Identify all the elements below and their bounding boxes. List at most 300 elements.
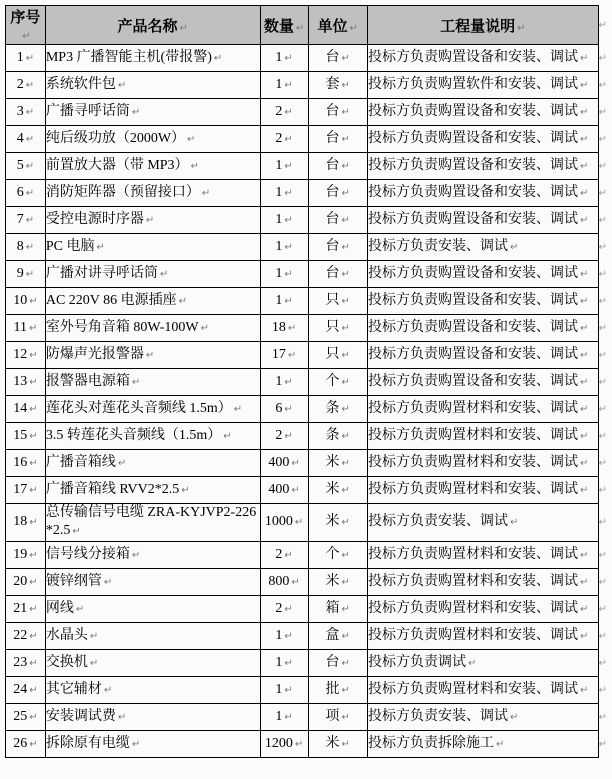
cell-quantity-text: 1 [275, 49, 283, 65]
cell-description [367, 504, 598, 542]
paragraph-mark-icon: ↵ [284, 603, 293, 615]
table-body [6, 45, 608, 758]
cell-quantity-text: 1 [275, 76, 283, 92]
cell-quantity-text: 2 [275, 600, 283, 616]
paragraph-mark-icon: ↵ [341, 684, 350, 696]
cell-unit [308, 677, 367, 704]
row-end-mark-icon: ↵ [598, 484, 607, 496]
row-end-mark [598, 704, 607, 731]
cell-serial-text: 20 [13, 573, 28, 589]
cell-product-name [45, 342, 260, 369]
cell-product-name [45, 677, 260, 704]
cell-product-name [45, 650, 260, 677]
paragraph-mark-icon: ↵ [341, 457, 350, 469]
paragraph-mark-icon: ↵ [509, 517, 519, 528]
paragraph-mark-icon: ↵ [131, 106, 141, 118]
cell-quantity-text: 18 [271, 319, 286, 335]
paragraph-mark-icon: ↵ [29, 349, 38, 361]
cell-product-name-text: 报警器电源箱 [45, 373, 130, 389]
row-end-mark-icon: ↵ [598, 52, 607, 64]
cell-serial-text: 4 [16, 130, 24, 146]
paragraph-mark-icon: ↵ [145, 349, 155, 361]
cell-product-name [45, 423, 260, 450]
cell-serial-text: 15 [13, 427, 28, 443]
paragraph-mark-icon: ↵ [25, 214, 35, 226]
paragraph-mark-icon: ↵ [341, 484, 350, 496]
header-product-name-label: 产品名称 [117, 18, 178, 35]
cell-description-text: 投标方负责购置材料和安装、调试 [367, 454, 578, 470]
paragraph-mark-icon: ↵ [29, 711, 38, 723]
row-end-mark-icon: ↵ [598, 106, 607, 118]
paragraph-mark-icon: ↵ [284, 187, 293, 199]
row-end-mark-icon: ↵ [598, 295, 607, 307]
cell-description [367, 342, 598, 369]
row-end-mark-icon: ↵ [598, 603, 607, 615]
cell-description-text: 投标方负责购置软件和安装、调试 [367, 76, 578, 92]
cell-serial-text: 19 [13, 546, 28, 562]
cell-quantity-text: 2 [275, 427, 283, 443]
cell-serial [6, 396, 46, 423]
cell-description [367, 704, 598, 731]
table-row [6, 423, 608, 450]
cell-unit [308, 650, 367, 677]
cell-serial [6, 731, 46, 758]
cell-quantity [260, 623, 308, 650]
paragraph-mark-icon: ↵ [349, 22, 358, 34]
cell-description [367, 234, 598, 261]
row-end-mark [598, 731, 607, 758]
cell-product-name [45, 596, 260, 623]
paragraph-mark-icon: ↵ [28, 322, 38, 334]
paragraph-mark-icon: ↵ [178, 295, 188, 307]
cell-unit [308, 596, 367, 623]
paragraph-mark-icon: ↵ [223, 430, 232, 442]
paragraph-mark-icon: ↵ [341, 52, 350, 64]
cell-quantity [260, 126, 308, 153]
row-end-mark [598, 369, 607, 396]
cell-serial-text: 9 [16, 265, 24, 281]
row-end-mark [598, 315, 607, 342]
paragraph-mark-icon: ↵ [89, 657, 99, 669]
cell-quantity-text: 1000 [264, 514, 293, 529]
cell-product-name [45, 261, 260, 288]
cell-serial-text: 24 [13, 681, 28, 697]
cell-serial-text: 7 [16, 211, 24, 227]
cell-serial [6, 542, 46, 569]
paragraph-mark-icon: ↵ [200, 322, 210, 334]
paragraph-mark-icon: ↵ [579, 295, 589, 307]
cell-serial [6, 234, 46, 261]
cell-unit-text: 只 [325, 292, 340, 308]
row-end-mark [598, 126, 607, 153]
cell-quantity [260, 569, 308, 596]
cell-quantity [260, 288, 308, 315]
cell-description-text: 投标方负责购置设备和安装、调试 [367, 319, 578, 335]
cell-serial-text: 1 [16, 49, 24, 65]
cell-quantity-text: 1 [275, 654, 283, 670]
cell-quantity [260, 423, 308, 450]
table-row [6, 677, 608, 704]
cell-unit-text: 米 [325, 514, 340, 529]
cell-unit-text: 台 [325, 238, 340, 254]
paragraph-mark-icon: ↵ [89, 630, 99, 642]
row-end-mark [598, 569, 607, 596]
paragraph-mark-icon: ↵ [22, 31, 31, 42]
paragraph-mark-icon: ↵ [284, 657, 293, 669]
row-end-mark-icon: ↵ [598, 403, 607, 415]
cell-product-name-text: 广播寻呼话筒 [45, 103, 130, 119]
paragraph-mark-icon: ↵ [341, 403, 350, 415]
row-end-mark-icon: ↵ [598, 430, 607, 442]
cell-product-name-text: 总传输信号电缆 ZRA-KYJVP2-226*2.5 [45, 505, 257, 538]
cell-unit [308, 542, 367, 569]
cell-description [367, 288, 598, 315]
paragraph-mark-icon: ↵ [284, 214, 293, 226]
cell-product-name [45, 477, 260, 504]
cell-serial-text: 26 [13, 735, 28, 751]
row-end-mark-icon: ↵ [598, 133, 607, 145]
cell-unit [308, 234, 367, 261]
cell-unit-text: 项 [325, 708, 340, 724]
cell-description [367, 45, 598, 72]
row-end-mark [598, 207, 607, 234]
cell-product-name-text: 室外号角音箱 80W-100W [45, 319, 199, 335]
paragraph-mark-icon: ↵ [579, 52, 589, 64]
paragraph-mark-icon: ↵ [341, 295, 350, 307]
cell-quantity [260, 315, 308, 342]
paragraph-mark-icon: ↵ [29, 630, 38, 642]
cell-unit [308, 99, 367, 126]
paragraph-mark-icon: ↵ [131, 376, 141, 388]
paragraph-mark-icon: ↵ [579, 268, 589, 280]
paragraph-mark-icon: ↵ [25, 52, 35, 64]
paragraph-mark-icon: ↵ [284, 79, 293, 91]
paragraph-mark-icon: ↵ [284, 430, 293, 442]
row-end-mark [598, 677, 607, 704]
paragraph-mark-icon: ↵ [29, 603, 38, 615]
cell-description-text: 投标方负责购置材料和安装、调试 [367, 427, 578, 443]
cell-unit [308, 423, 367, 450]
cell-unit-text: 只 [325, 346, 340, 362]
cell-unit [308, 342, 367, 369]
cell-description-text: 投标方负责购置设备和安装、调试 [367, 373, 578, 389]
cell-quantity-text: 1 [275, 373, 283, 389]
paragraph-mark-icon: ↵ [579, 603, 589, 615]
paragraph-mark-icon: ↵ [467, 657, 477, 669]
cell-product-name [45, 180, 260, 207]
cell-unit-text: 批 [325, 681, 340, 697]
cell-serial [6, 180, 46, 207]
table-header [6, 6, 608, 45]
cell-quantity-text: 1 [275, 708, 283, 724]
paragraph-mark-icon: ↵ [341, 711, 350, 723]
cell-quantity-text: 2 [275, 103, 283, 119]
cell-product-name-text: AC 220V 86 电源插座 [45, 292, 177, 308]
cell-serial [6, 504, 46, 542]
row-end-mark [598, 234, 607, 261]
paragraph-mark-icon: ↵ [341, 430, 350, 442]
paragraph-mark-icon: ↵ [117, 79, 127, 91]
cell-quantity-text: 1200 [264, 735, 293, 751]
paragraph-mark-icon: ↵ [103, 576, 113, 588]
header-cell-quantity [260, 6, 308, 45]
table-row [6, 477, 608, 504]
cell-description-text: 投标方负责购置设备和安装、调试 [367, 49, 578, 65]
table-row [6, 261, 608, 288]
cell-serial-text: 2 [16, 76, 24, 92]
cell-description-text: 投标方负责购置材料和安装、调试 [367, 627, 578, 643]
cell-product-name-text: PC 电脑 [45, 238, 95, 254]
paragraph-mark-icon: ↵ [291, 484, 300, 496]
cell-quantity-text: 400 [268, 454, 290, 470]
paragraph-mark-icon: ↵ [284, 160, 293, 172]
cell-serial-text: 3 [16, 103, 24, 119]
cell-product-name [45, 126, 260, 153]
paragraph-mark-icon: ↵ [294, 738, 304, 750]
cell-product-name-text: 广播音箱线 [45, 454, 116, 470]
cell-quantity-text: 17 [271, 346, 286, 362]
paragraph-mark-icon: ↵ [341, 322, 350, 334]
cell-serial [6, 677, 46, 704]
cell-unit-text: 条 [325, 427, 340, 443]
row-end-mark-icon: ↵ [598, 241, 607, 253]
table-row [6, 731, 608, 758]
cell-description-text: 投标方负责购置设备和安装、调试 [367, 211, 578, 227]
cell-product-name [45, 99, 260, 126]
table-row [6, 126, 608, 153]
paragraph-mark-icon: ↵ [341, 549, 350, 561]
table-row [6, 288, 608, 315]
cell-unit [308, 261, 367, 288]
paragraph-mark-icon: ↵ [294, 517, 304, 528]
cell-serial-text: 25 [13, 708, 28, 724]
cell-unit-text: 个 [325, 546, 340, 562]
row-end-mark [598, 342, 607, 369]
cell-quantity-text: 2 [275, 546, 283, 562]
table-row [6, 569, 608, 596]
paragraph-mark-icon: ↵ [579, 133, 589, 145]
table-row [6, 704, 608, 731]
row-end-mark [598, 542, 607, 569]
row-end-mark-icon: ↵ [598, 349, 607, 361]
paragraph-mark-icon: ↵ [284, 549, 293, 561]
cell-serial [6, 623, 46, 650]
cell-unit [308, 450, 367, 477]
table-row [6, 315, 608, 342]
cell-unit-text: 台 [325, 265, 340, 281]
cell-serial [6, 650, 46, 677]
cell-quantity [260, 704, 308, 731]
header-unit-label: 单位 [317, 18, 348, 35]
paragraph-mark-icon: ↵ [25, 241, 35, 253]
cell-quantity [260, 72, 308, 99]
paragraph-mark-icon: ↵ [25, 268, 35, 280]
cell-serial [6, 261, 46, 288]
cell-quantity-text: 1 [275, 627, 283, 643]
cell-quantity-text: 2 [275, 130, 283, 146]
row-end-mark-icon: ↵ [598, 738, 607, 750]
cell-description-text: 投标方负责购置设备和安装、调试 [367, 130, 578, 146]
row-end-mark [598, 6, 607, 45]
paragraph-mark-icon: ↵ [233, 403, 243, 415]
cell-product-name [45, 315, 260, 342]
cell-unit [308, 569, 367, 596]
paragraph-mark-icon: ↵ [284, 295, 293, 307]
table-row [6, 396, 608, 423]
cell-unit [308, 126, 367, 153]
paragraph-mark-icon: ↵ [25, 187, 35, 199]
cell-quantity-text: 400 [268, 481, 290, 497]
paragraph-mark-icon: ↵ [29, 738, 38, 750]
paragraph-mark-icon: ↵ [213, 52, 223, 64]
table-row [6, 99, 608, 126]
row-end-mark [598, 180, 607, 207]
paragraph-mark-icon: ↵ [131, 549, 141, 561]
equipment-table [5, 5, 608, 758]
cell-description [367, 153, 598, 180]
paragraph-mark-icon: ↵ [29, 549, 38, 561]
paragraph-mark-icon: ↵ [284, 52, 293, 64]
cell-serial-text: 10 [13, 292, 28, 308]
cell-quantity [260, 450, 308, 477]
paragraph-mark-icon: ↵ [187, 133, 196, 145]
cell-product-name [45, 234, 260, 261]
cell-product-name [45, 504, 260, 542]
paragraph-mark-icon: ↵ [29, 684, 38, 696]
paragraph-mark-icon: ↵ [579, 630, 589, 642]
cell-unit-text: 台 [325, 184, 340, 200]
paragraph-mark-icon: ↵ [159, 268, 169, 280]
paragraph-mark-icon: ↵ [579, 576, 589, 588]
header-quantity-label: 数量 [263, 18, 294, 35]
cell-description-text: 投标方负责购置设备和安装、调试 [367, 346, 578, 362]
cell-description-text: 投标方负责安装、调试 [367, 514, 508, 529]
cell-serial [6, 45, 46, 72]
cell-description [367, 126, 598, 153]
cell-unit-text: 台 [325, 211, 340, 227]
paragraph-mark-icon: ↵ [29, 457, 38, 469]
row-end-mark [598, 45, 607, 72]
paragraph-mark-icon: ↵ [284, 133, 293, 145]
cell-unit-text: 米 [325, 735, 340, 751]
table-row [6, 72, 608, 99]
cell-product-name-text: 消防矩阵器（预留接口） [45, 184, 200, 200]
header-description-label: 工程量说明 [440, 18, 516, 35]
row-end-mark [598, 261, 607, 288]
cell-description-text: 投标方负责购置材料和安装、调试 [367, 546, 578, 562]
cell-unit-text: 台 [325, 654, 340, 670]
row-end-mark-icon: ↵ [598, 79, 607, 91]
cell-unit-text: 条 [325, 400, 340, 416]
paragraph-mark-icon: ↵ [25, 79, 35, 91]
paragraph-mark-icon: ↵ [579, 187, 589, 199]
cell-description [367, 180, 598, 207]
cell-product-name [45, 731, 260, 758]
cell-serial [6, 126, 46, 153]
cell-product-name [45, 542, 260, 569]
cell-quantity-text: 1 [275, 292, 283, 308]
paragraph-mark-icon: ↵ [341, 133, 350, 145]
table-row [6, 234, 608, 261]
cell-serial-text: 8 [16, 238, 24, 254]
cell-description-text: 投标方负责购置材料和安装、调试 [367, 481, 578, 497]
header-cell-description [367, 6, 598, 45]
paragraph-mark-icon: ↵ [341, 576, 350, 588]
cell-quantity [260, 596, 308, 623]
table-row [6, 650, 608, 677]
paragraph-mark-icon: ↵ [284, 711, 293, 723]
cell-description-text: 投标方负责调试 [367, 654, 466, 670]
cell-serial [6, 153, 46, 180]
cell-unit [308, 477, 367, 504]
cell-serial [6, 596, 46, 623]
paragraph-mark-icon: ↵ [341, 738, 350, 750]
paragraph-mark-icon: ↵ [29, 430, 38, 442]
paragraph-mark-icon: ↵ [284, 403, 293, 415]
cell-unit [308, 369, 367, 396]
cell-product-name [45, 288, 260, 315]
paragraph-mark-icon: ↵ [287, 349, 297, 361]
cell-quantity-text: 1 [275, 211, 283, 227]
cell-quantity-text: 1 [275, 238, 283, 254]
cell-product-name-text: 前置放大器（带 MP3） [45, 157, 189, 173]
row-end-mark-icon: ↵ [598, 549, 607, 561]
cell-description [367, 677, 598, 704]
cell-product-name-text: MP3 广播智能主机(带报警) [45, 49, 212, 65]
paragraph-mark-icon: ↵ [517, 22, 526, 34]
cell-unit-text: 米 [325, 573, 340, 589]
cell-serial-text: 11 [13, 319, 27, 335]
paragraph-mark-icon: ↵ [291, 457, 300, 469]
cell-unit-text: 米 [325, 481, 340, 497]
cell-product-name [45, 569, 260, 596]
cell-product-name [45, 623, 260, 650]
paragraph-mark-icon: ↵ [29, 517, 38, 528]
row-end-mark [598, 153, 607, 180]
cell-serial [6, 369, 46, 396]
cell-description-text: 投标方负责拆除施工 [367, 735, 494, 751]
cell-unit-text: 台 [325, 49, 340, 65]
cell-serial [6, 423, 46, 450]
cell-quantity-text: 1 [275, 184, 283, 200]
header-serial-label: 序号 [10, 10, 41, 26]
cell-product-name [45, 704, 260, 731]
paragraph-mark-icon: ↵ [341, 187, 350, 199]
paragraph-mark-icon: ↵ [509, 711, 519, 723]
cell-serial [6, 704, 46, 731]
cell-unit [308, 396, 367, 423]
cell-product-name [45, 153, 260, 180]
cell-product-name [45, 396, 260, 423]
cell-product-name-text: 莲花头对莲花头音频线 1.5m） [45, 400, 232, 416]
cell-product-name-text: 系统软件包 [45, 76, 116, 92]
cell-unit-text: 台 [325, 103, 340, 119]
cell-description [367, 569, 598, 596]
paragraph-mark-icon: ↵ [181, 484, 190, 496]
cell-product-name-text: 信号线分接箱 [45, 546, 130, 562]
table-row [6, 542, 608, 569]
cell-product-name [45, 45, 260, 72]
table-row [6, 342, 608, 369]
cell-product-name-text: 交换机 [45, 654, 88, 670]
cell-quantity [260, 542, 308, 569]
header-cell-product-name [45, 6, 260, 45]
cell-serial-text: 22 [13, 627, 28, 643]
paragraph-mark-icon: ↵ [103, 684, 113, 696]
cell-description [367, 731, 598, 758]
row-end-mark-icon: ↵ [598, 657, 607, 669]
paragraph-mark-icon: ↵ [284, 106, 293, 118]
